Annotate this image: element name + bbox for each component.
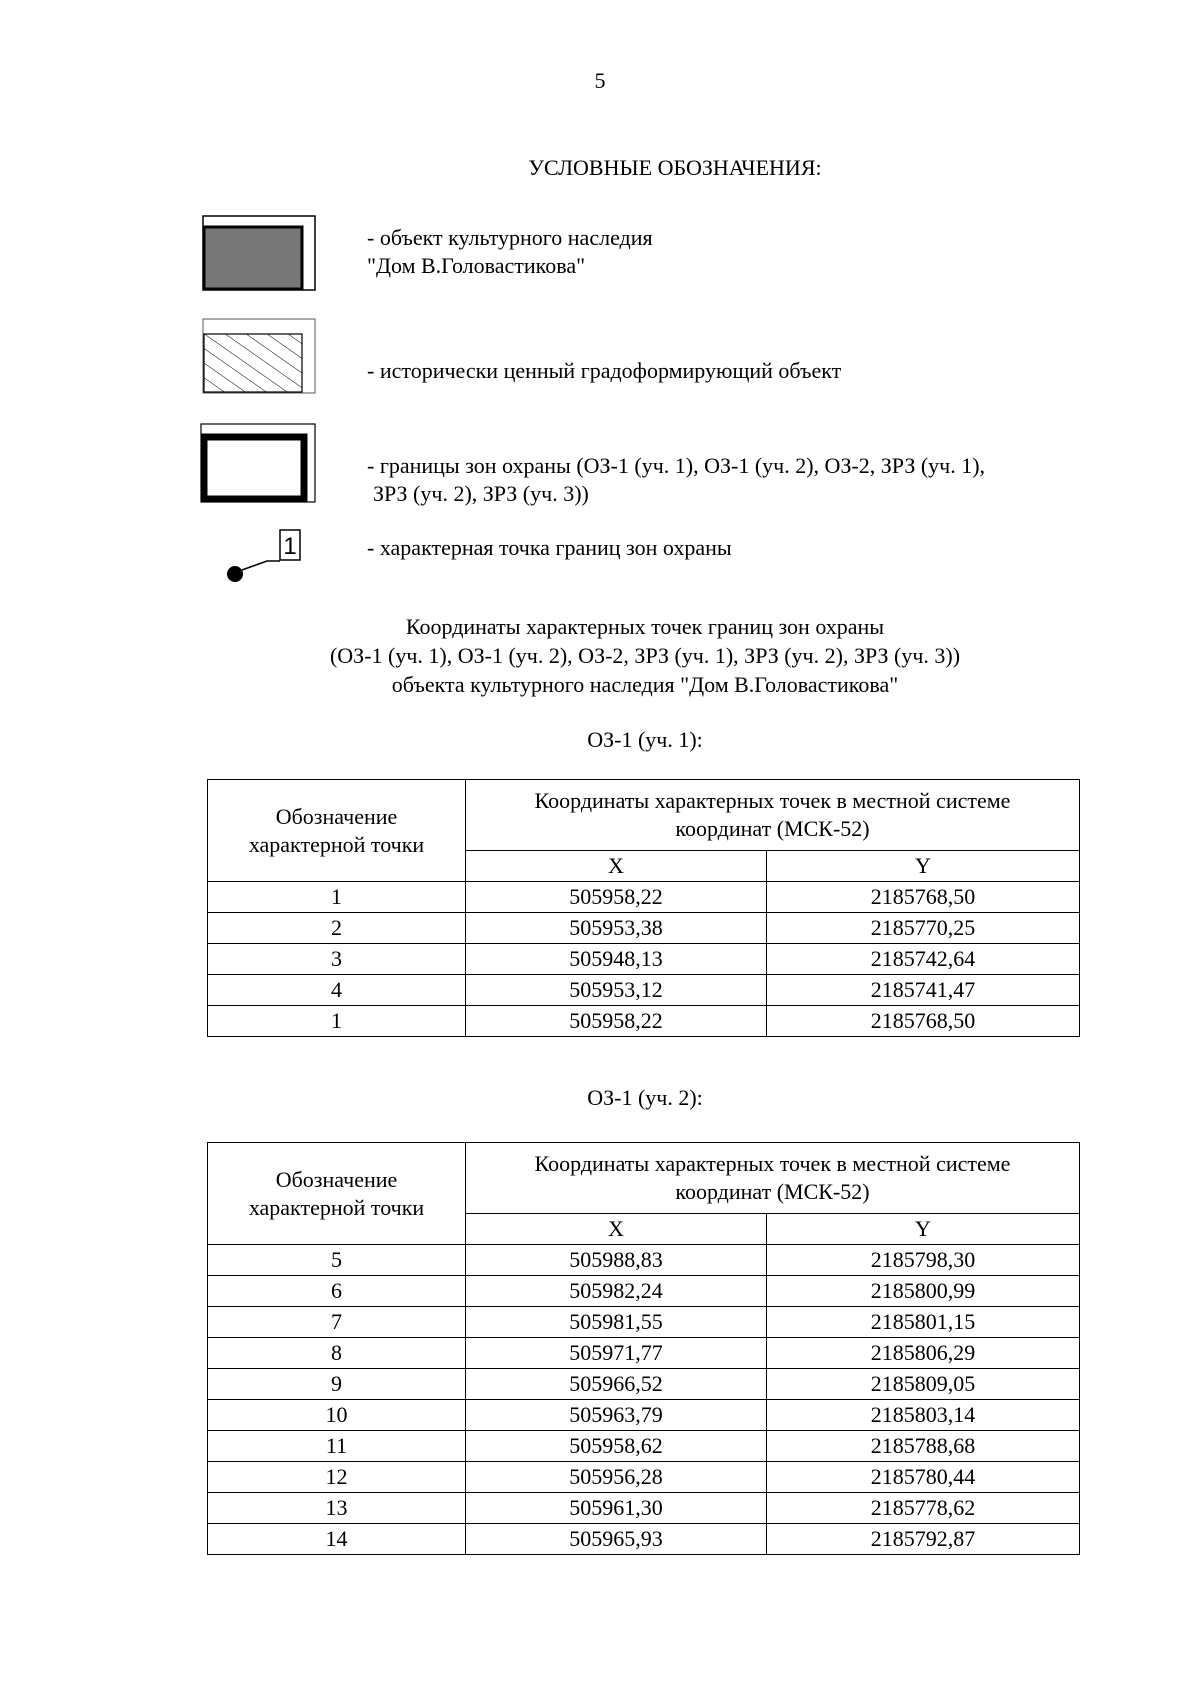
cell-point: 12 xyxy=(208,1462,466,1493)
heritage-object-symbol-icon xyxy=(202,215,316,291)
table-row xyxy=(208,1307,1080,1338)
legend-line: - объект культурного наследия xyxy=(367,225,653,250)
cell-x: 505958,22 xyxy=(466,1006,767,1037)
table-row xyxy=(208,1338,1080,1369)
header-text: характерной точки xyxy=(248,1194,425,1220)
header-y: Y xyxy=(767,1214,1080,1245)
cell-y: 2185778,62 xyxy=(767,1493,1080,1524)
table-row xyxy=(208,1276,1080,1307)
table-row xyxy=(208,975,1080,1006)
section-title-oz1-uch1: ОЗ-1 (уч. 1): xyxy=(587,727,703,752)
table-row xyxy=(208,944,1080,975)
header-text: Обозначение xyxy=(275,803,398,829)
cell-point: 11 xyxy=(208,1431,466,1462)
header-y: Y xyxy=(767,851,1080,882)
cell-x: 505961,30 xyxy=(466,1493,767,1524)
cell-point: 14 xyxy=(208,1524,466,1555)
cell-point: 8 xyxy=(208,1338,466,1369)
cell-y: 2185798,30 xyxy=(767,1245,1080,1276)
cell-x: 505966,52 xyxy=(466,1369,767,1400)
legend-line: ЗРЗ (уч. 2), ЗРЗ (уч. 3)) xyxy=(373,481,589,506)
cell-point: 5 xyxy=(208,1245,466,1276)
legend-item-heritage xyxy=(367,224,653,280)
coordinates-title-line: (ОЗ-1 (уч. 1), ОЗ-1 (уч. 2), ОЗ-2, ЗРЗ (уч. 1), ЗРЗ (уч. 2), ЗРЗ (уч. 3)) xyxy=(329,643,961,668)
coordinates-title-line: Координаты характерных точек границ зон охраны xyxy=(405,614,885,639)
cell-point: 7 xyxy=(208,1307,466,1338)
cell-x: 505981,55 xyxy=(466,1307,767,1338)
cell-x: 505953,38 xyxy=(466,913,767,944)
legend-line: - границы зон охраны (ОЗ-1 (уч. 1), ОЗ-1 (уч. 2), ОЗ-2, ЗРЗ (уч. 1), xyxy=(367,453,986,478)
table-row xyxy=(208,882,1080,913)
cell-point: 4 xyxy=(208,975,466,1006)
cell-y: 2185792,87 xyxy=(767,1524,1080,1555)
protection-zone-boundary-symbol-icon xyxy=(200,423,316,503)
legend-title: УСЛОВНЫЕ ОБОЗНАЧЕНИЯ: xyxy=(528,155,822,180)
page-number: 5 xyxy=(594,68,606,93)
cell-x: 505963,79 xyxy=(466,1400,767,1431)
cell-x: 505958,62 xyxy=(466,1431,767,1462)
cell-y: 2185800,99 xyxy=(767,1276,1080,1307)
table-row xyxy=(208,1493,1080,1524)
table-row xyxy=(208,1369,1080,1400)
cell-x: 505953,12 xyxy=(466,975,767,1006)
cell-y: 2185809,05 xyxy=(767,1369,1080,1400)
cell-y: 2185768,50 xyxy=(767,1006,1080,1037)
section-title-oz1-uch2: ОЗ-1 (уч. 2): xyxy=(587,1085,703,1110)
cell-point: 1 xyxy=(208,882,466,913)
cell-x: 505971,77 xyxy=(466,1338,767,1369)
cell-y: 2185742,64 xyxy=(767,944,1080,975)
cell-x: 505982,24 xyxy=(466,1276,767,1307)
header-text: координат (МСК-52) xyxy=(675,816,870,841)
table-row xyxy=(208,913,1080,944)
header-coordinates xyxy=(466,780,1080,851)
cell-y: 2185780,44 xyxy=(767,1462,1080,1493)
cell-point: 13 xyxy=(208,1493,466,1524)
cell-y: 2185801,15 xyxy=(767,1307,1080,1338)
table-row xyxy=(208,1431,1080,1462)
cell-x: 505958,22 xyxy=(466,882,767,913)
header-text: Обозначение xyxy=(275,1166,398,1192)
cell-y: 2185788,68 xyxy=(767,1431,1080,1462)
table-row xyxy=(208,1245,1080,1276)
cell-y: 2185768,50 xyxy=(767,882,1080,913)
legend-line: "Дом В.Головастикова" xyxy=(367,253,586,278)
cell-point: 10 xyxy=(208,1400,466,1431)
boundary-point-marker-icon xyxy=(225,525,305,585)
legend-item-point xyxy=(367,534,732,562)
cell-x: 505965,93 xyxy=(466,1524,767,1555)
cell-y: 2185806,29 xyxy=(767,1338,1080,1369)
table-row xyxy=(208,1006,1080,1037)
table-row xyxy=(208,1400,1080,1431)
table-row xyxy=(208,1462,1080,1493)
header-point xyxy=(208,780,466,882)
coordinates-title xyxy=(0,612,1200,699)
cell-y: 2185770,25 xyxy=(767,913,1080,944)
cell-point: 2 xyxy=(208,913,466,944)
header-text: координат (МСК-52) xyxy=(675,1179,870,1204)
cell-x: 505948,13 xyxy=(466,944,767,975)
coordinates-table-oz1-uch2 xyxy=(207,1142,1080,1555)
header-x: X xyxy=(466,1214,767,1245)
header-text: Координаты характерных точек в местной системе xyxy=(534,1151,1011,1176)
cell-x: 505988,83 xyxy=(466,1245,767,1276)
legend-item-zones xyxy=(367,452,985,508)
header-coordinates xyxy=(466,1143,1080,1214)
header-text: характерной точки xyxy=(248,831,425,857)
coordinates-title-line: объекта культурного наследия "Дом В.Головастикова" xyxy=(391,672,899,697)
header-x: X xyxy=(466,851,767,882)
legend-item-valuable xyxy=(367,357,841,385)
header-point xyxy=(208,1143,466,1245)
coordinates-table-oz1-uch1 xyxy=(207,779,1080,1037)
legend-line: - характерная точка границ зон охраны xyxy=(367,535,732,560)
cell-point: 3 xyxy=(208,944,466,975)
cell-point: 6 xyxy=(208,1276,466,1307)
header-text: Координаты характерных точек в местной системе xyxy=(534,788,1011,813)
table-row xyxy=(208,1524,1080,1555)
cell-y: 2185741,47 xyxy=(767,975,1080,1006)
cell-point: 1 xyxy=(208,1006,466,1037)
valuable-object-symbol-icon xyxy=(202,318,316,394)
cell-point: 9 xyxy=(208,1369,466,1400)
legend-line: - исторически ценный градоформирующий объект xyxy=(367,358,842,383)
cell-y: 2185803,14 xyxy=(767,1400,1080,1431)
cell-x: 505956,28 xyxy=(466,1462,767,1493)
marker-label: 1 xyxy=(283,533,297,560)
